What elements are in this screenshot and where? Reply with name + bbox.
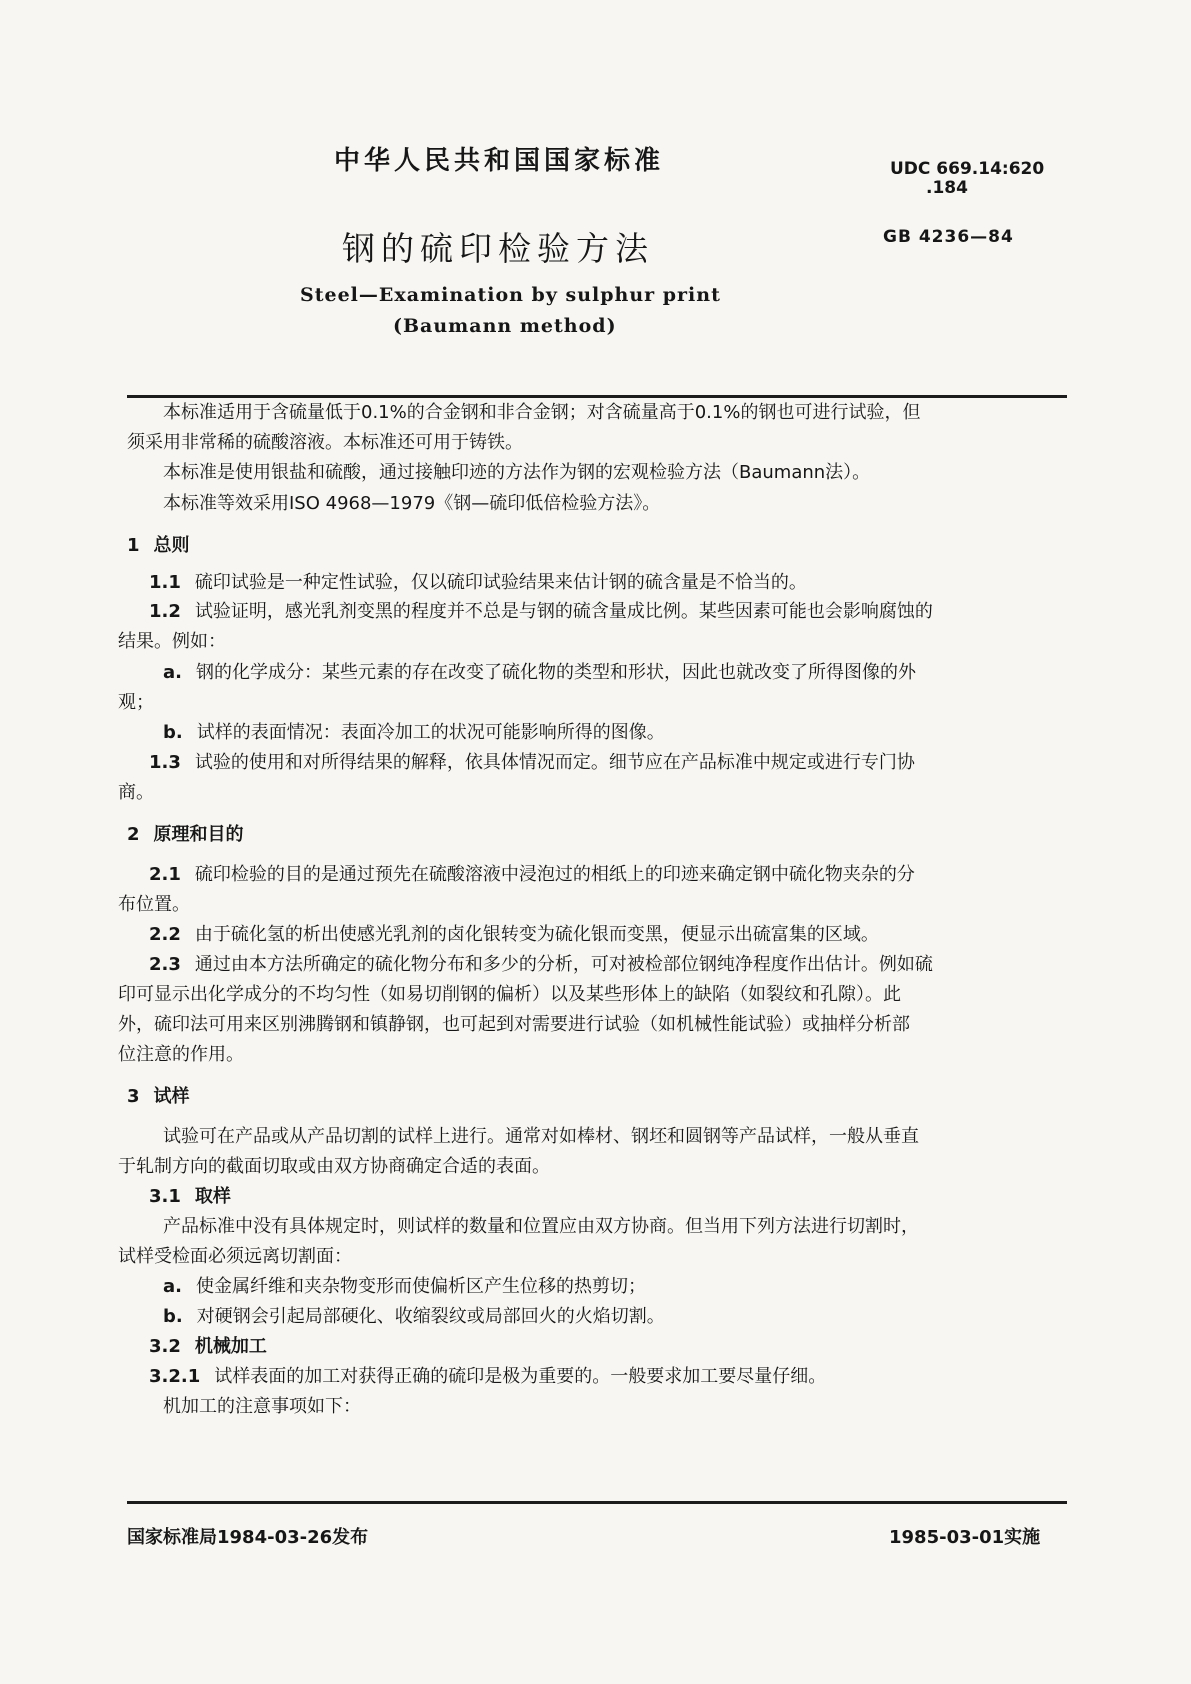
list-text: 钢的化学成分：某些元素的存在改变了硫化物的类型和形状，因此也就改变了所得图像的外 [195,662,916,683]
paragraph-line: 试样受检面必须远离切割面： [118,1246,352,1267]
udc-code [890,160,1044,198]
clause-1-1 [149,568,807,594]
clause-number: 3.2 [149,1336,181,1357]
clause-text: 通过由本方法所确定的硫化物分布和多少的分析，可对被检部位钢纯净程度作出估计。例如硫 [194,954,933,975]
effective-date: 1985-03-01实施 [889,1527,1041,1548]
section-title: 总则 [153,535,190,556]
clause-text: 试样表面的加工对获得正确的硫印是极为重要的。一般要求加工要尽量仔细。 [214,1366,827,1387]
list-item-b [163,718,665,744]
clause-text: 试验的使用和对所得结果的解释，依具体情况而定。细节应在产品标准中规定或进行专门协 [194,752,915,773]
clause-number: 2.2 [149,924,181,945]
list-marker: a. [163,1276,182,1297]
intro-line: 本标准等效采用ISO 4968—1979《钢—硫印低倍检验方法》。 [163,493,661,514]
document-title-en: Steel—Examination by sulphur print [300,284,721,306]
document-subtitle-en: (Baumann method) [393,315,617,337]
clause-text: 硫印试验是一种定性试验，仅以硫印试验结果来估计钢的硫含量是不恰当的。 [194,572,807,593]
intro-line: 须采用非常稀的硫酸溶液。本标准还可用于铸铁。 [127,432,523,453]
list-text-cont: 观； [118,692,154,713]
clause-text-cont: 外，硫印法可用来区别沸腾钢和镇静钢，也可起到对需要进行试验（如机械性能试验）或抽样分析部 [118,1014,910,1035]
section-2-heading [127,820,244,846]
list-marker: b. [163,722,183,743]
national-standard-title: 中华人民共和国国家标准 [334,146,665,176]
list-item-a [163,1272,646,1298]
clause-number: 3.2.1 [149,1366,201,1387]
clause-title: 机械加工 [194,1336,267,1357]
clause-3-2-heading [149,1332,267,1358]
clause-title: 取样 [194,1186,231,1207]
clause-number: 1.2 [149,601,181,622]
clause-2-2 [149,920,879,946]
paragraph-line: 机加工的注意事项如下： [163,1396,361,1417]
section-title: 原理和目的 [153,824,244,845]
clause-1-3 [149,748,915,774]
paragraph-line: 试验可在产品或从产品切割的试样上进行。通常对如棒材、钢坯和圆钢等产品试样，一般从垂直 [163,1126,919,1147]
list-text: 试样的表面情况：表面冷加工的状况可能影响所得的图像。 [196,722,665,743]
intro-line: 本标准适用于含硫量低于0.1%的合金钢和非合金钢；对含硫量高于0.1%的钢也可进行试验，但 [163,402,921,423]
clause-number: 2.1 [149,864,181,885]
clause-2-3 [149,950,933,976]
clause-text: 试验证明，感光乳剂变黑的程度并不总是与钢的硫含量成比例。某些因素可能也会影响腐蚀的 [194,601,933,622]
clause-text-cont: 商。 [118,782,154,803]
clause-text: 硫印检验的目的是通过预先在硫酸溶液中浸泡过的相纸上的印迹来确定钢中硫化物夹杂的分 [194,864,915,885]
clause-3-1-heading [149,1182,231,1208]
gb-code: GB 4236—84 [883,227,1014,247]
list-item-a [163,658,916,684]
clause-text-cont: 印可显示出化学成分的不均匀性（如易切削钢的偏析）以及某些形体上的缺陷（如裂纹和孔隙）。此 [118,984,901,1005]
section-3-heading [127,1082,190,1108]
footer-divider [127,1501,1067,1504]
issue-date: 国家标准局1984-03-26发布 [127,1527,369,1548]
section-number: 2 [127,824,140,845]
intro-line: 本标准是使用银盐和硫酸，通过接触印迹的方法作为钢的宏观检验方法（Baumann法）。 [163,462,871,483]
clause-text: 由于硫化氢的析出使感光乳剂的卤化银转变为硫化银而变黑，便显示出硫富集的区域。 [194,924,879,945]
document-title-cn: 钢的硫印检验方法 [342,229,654,268]
clause-number: 1.1 [149,572,181,593]
clause-2-1 [149,860,915,886]
udc-line-2: .184 [926,178,968,198]
section-1-heading [127,531,190,557]
clause-1-2 [149,597,933,623]
list-marker: a. [163,662,182,683]
clause-number: 2.3 [149,954,181,975]
list-item-b [163,1302,665,1328]
list-marker: b. [163,1306,183,1327]
section-number: 1 [127,535,140,556]
clause-3-2-1 [149,1362,826,1388]
clause-text-cont: 结果。例如： [118,631,226,652]
section-number: 3 [127,1086,140,1107]
clause-number: 1.3 [149,752,181,773]
paragraph-line: 于轧制方向的截面切取或由双方协商确定合适的表面。 [118,1156,550,1177]
section-title: 试样 [153,1086,190,1107]
list-text: 使金属纤维和夹杂物变形而使偏析区产生位移的热剪切； [195,1276,646,1297]
paragraph-line: 产品标准中没有具体规定时，则试样的数量和位置应由双方协商。但当用下列方法进行切割时， [163,1216,919,1237]
list-text: 对硬钢会引起局部硬化、收缩裂纹或局部回火的火焰切割。 [196,1306,665,1327]
clause-text-cont: 位注意的作用。 [118,1044,244,1065]
udc-line-1: UDC 669.14:620 [890,159,1045,179]
clause-number: 3.1 [149,1186,181,1207]
clause-text-cont: 布位置。 [118,894,190,915]
